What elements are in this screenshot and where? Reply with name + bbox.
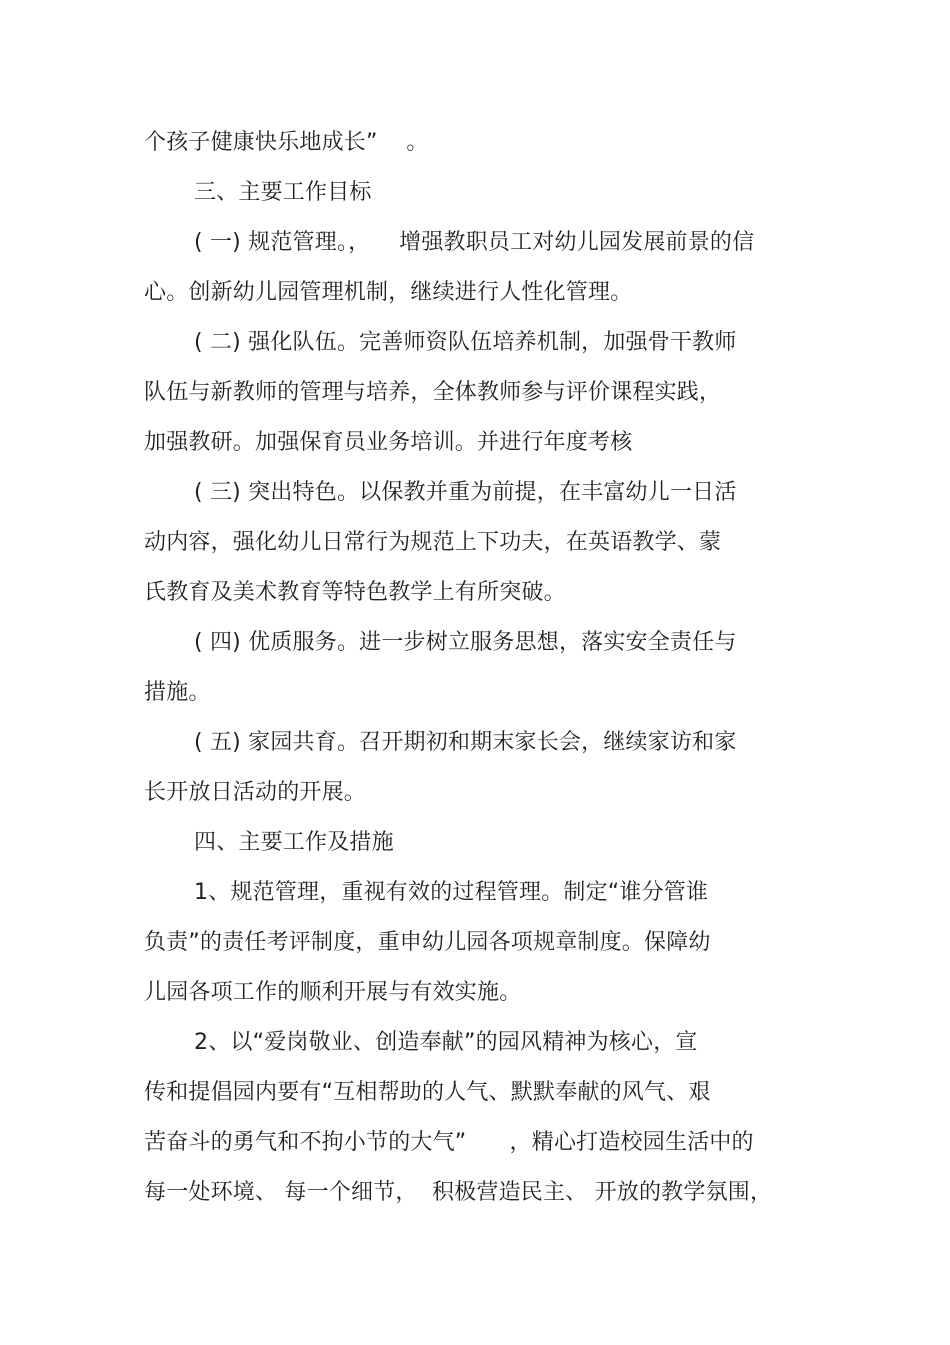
text-line: 苦奋斗的勇气和不拘小节的大气” ，精心打造校园生活中的 <box>144 1130 754 1155</box>
text-line: ( 四) 优质服务。进一步树立服务思想，落实安全责任与 <box>194 630 737 655</box>
text-line: ( 二) 强化队伍。完善师资队伍培养机制，加强骨干教师 <box>194 330 737 355</box>
section-heading: 三、主要工作目标 <box>194 180 372 205</box>
text-line: 个孩子健康快乐地成长” 。 <box>144 130 429 155</box>
text-line: 长开放日活动的开展。 <box>144 780 367 805</box>
text-line: 负责”的责任考评制度，重申幼儿园各项规章制度。保障幼 <box>144 930 711 955</box>
text-line: ( 一) 规范管理。， 增强教职员工对幼儿园发展前景的信 <box>194 230 755 255</box>
text-line: 氏教育及美术教育等特色教学上有所突破。 <box>144 580 566 605</box>
text-line: 2、以“爱岗敬业、创造奉献”的园风精神为核心，宣 <box>194 1030 698 1055</box>
text-line: 动内容，强化幼儿日常行为规范上下功夫，在英语教学、蒙 <box>144 530 722 555</box>
text-line: 每一处环境、 每一个细节， 积极营造民主、 开放的教学氛围， <box>144 1180 773 1205</box>
text-line: 措施。 <box>144 680 211 705</box>
text-line: 传和提倡园内要有“互相帮助的人气、默默奉献的风气、艰 <box>144 1080 711 1105</box>
text-line: 儿园各项工作的顺利开展与有效实施。 <box>144 980 522 1005</box>
section-heading: 四、主要工作及措施 <box>194 830 394 855</box>
text-line: ( 五) 家园共育。召开期初和期末家长会，继续家访和家 <box>194 730 737 755</box>
text-line: 加强教研。加强保育员业务培训。并进行年度考核 <box>144 430 633 455</box>
text-line: ( 三) 突出特色。以保教并重为前提，在丰富幼儿一日活 <box>194 480 737 505</box>
text-line: 心。创新幼儿园管理机制，继续进行人性化管理。 <box>144 280 633 305</box>
text-line: 队伍与新教师的管理与培养，全体教师参与评价课程实践， <box>144 380 722 405</box>
text-line: 1、规范管理，重视有效的过程管理。制定“谁分管谁 <box>194 880 709 905</box>
